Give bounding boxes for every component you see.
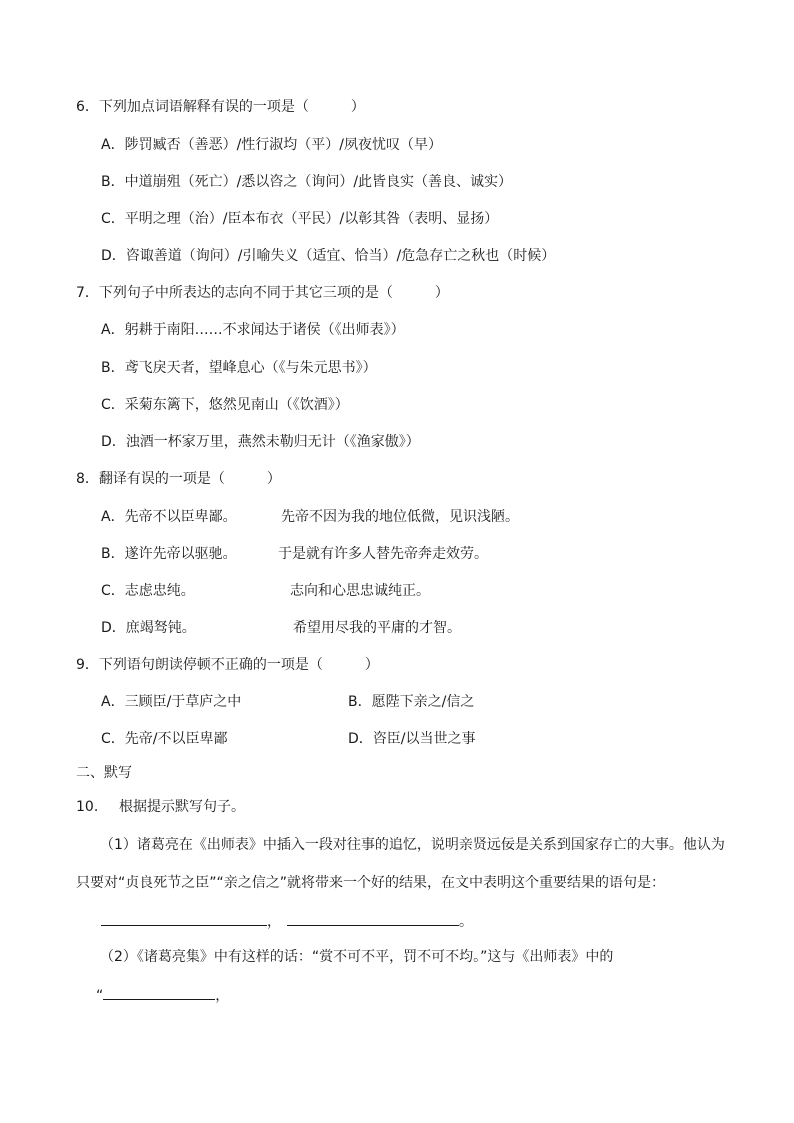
q7-option-b: B．鸢飞戾天者，望峰息心（《与朱元思书》）: [101, 360, 377, 376]
answer-blank-1[interactable]: [101, 911, 267, 926]
q6-option-d: D．咨诹善道（询问）/引喻失义（适宜、恰当）/危急存亡之秋也（时候）: [101, 248, 556, 264]
q8-option-d-translation: 希望用尽我的平庸的才智。: [293, 620, 461, 636]
q6-option-c: C．平明之理（治）/臣本布衣（平民）/以彰其咎（表明、显扬）: [101, 211, 499, 227]
q10-number: 10.: [76, 799, 99, 815]
q10-sub1-line1: （1）诸葛亮在《出师表》中插入一段对往事的追忆，说明亲贤远佞是关系到国家存亡的大事。他认为: [100, 837, 725, 853]
answer-separator-2: ，: [215, 988, 230, 1004]
q8-option-a-translation: 先帝不因为我的地位低微，见识浅陋。: [281, 509, 519, 525]
q10-sub1-answer-row: [101, 911, 473, 932]
q8-option-a-label: A．先帝不以臣卑鄙。: [101, 509, 237, 525]
q8-stem: 8．翻译有误的一项是（ ）: [76, 471, 281, 487]
q7-option-c: C．采菊东篱下，悠然见南山（《饮酒》）: [101, 397, 349, 413]
q8-option-b-translation: 于是就有许多人替先帝奔走效劳。: [278, 546, 488, 562]
q6-option-a: A．陟罚臧否（善恶）/性行淑均（平）/夙夜忧叹（早）: [101, 137, 443, 153]
open-quote: “: [96, 988, 104, 1004]
q8-option-c-translation: 志向和心思忠诚纯正。: [290, 583, 430, 599]
q9-option-a: A．三顾臣/于草庐之中: [101, 694, 242, 710]
q10-stem: 根据提示默写句子。: [119, 799, 245, 815]
q9-option-c: C．先帝/不以臣卑鄙: [101, 731, 228, 747]
q10-sub2-line1: （2）《诸葛亮集》中有这样的话：“赏不可不平，罚不可不均。”这与《出师表》中的: [100, 949, 614, 965]
answer-end-mark: 。: [459, 914, 473, 930]
q9-stem: 9．下列语句朗读停顿不正确的一项是（ ）: [76, 657, 379, 673]
q10-sub2-answer-row: [96, 985, 229, 1006]
q7-option-d: D．浊酒一杯家万里，燕然未勒归无计（《渔家傲》）: [101, 434, 420, 450]
answer-separator: ，: [267, 914, 281, 930]
q7-option-a: A．躬耕于南阳……不求闻达于诸侯（《出师表》）: [101, 322, 405, 338]
answer-blank-3[interactable]: [103, 985, 215, 1000]
q9-option-b: B．愿陛下亲之/信之: [348, 694, 475, 710]
section-heading: 二、默写: [76, 765, 132, 781]
q9-option-d: D．咨臣/以当世之事: [348, 731, 476, 747]
answer-blank-2[interactable]: [287, 911, 459, 926]
q6-option-b: B．中道崩殂（死亡）/悉以咨之（询问）/此皆良实（善良、诚实）: [101, 174, 513, 190]
q7-stem: 7．下列句子中所表达的志向不同于其它三项的是（ ）: [76, 285, 449, 301]
q8-option-c-label: C．志虑忠纯。: [101, 583, 195, 599]
q8-option-b-label: B．遂许先帝以驱驰。: [101, 546, 237, 562]
q6-stem: 6．下列加点词语解释有误的一项是（ ）: [76, 99, 365, 115]
q8-option-d-label: D．庶竭驽钝。: [101, 620, 196, 636]
q10-sub1-line2: 只要对“贞良死节之臣”“亲之信之”就将带来一个好的结果，在文中表明这个重要结果的语句是：: [76, 875, 666, 891]
